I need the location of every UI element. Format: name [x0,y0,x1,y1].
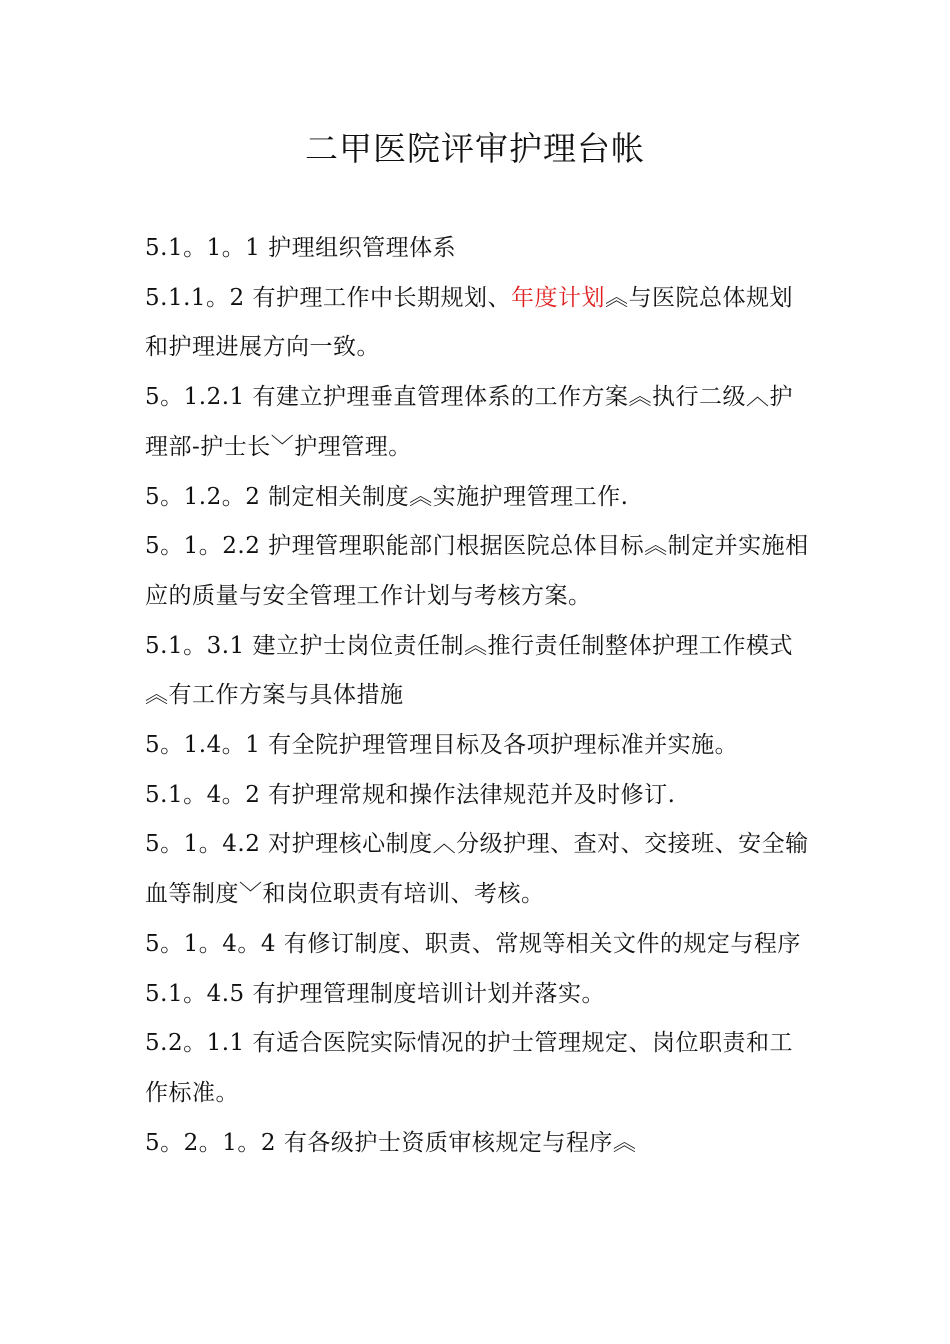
item-text: 5。2。1。2 有各级护士资质审核规定与程序︽ [145,1129,637,1156]
item-text: 5。1.2。2 制定相关制度︽实施护理管理工作. [145,483,629,510]
list-item [145,1119,810,1169]
item-text: 5。1.4。1 有全院护理管理目标及各项护理标准并实施。 [145,732,739,759]
item-text: 5.1。4.5 有护理管理制度培训计划并落实。 [145,980,605,1007]
list-item [145,820,810,919]
document-title: 二甲医院评审护理台帐 [305,129,645,168]
item-text: 5.1。1。1 护理组织管理体系 [145,235,457,261]
list-item [145,522,810,621]
item-text-before: 5.1.1。2 有护理工作中长期规划、 [145,284,511,311]
list-item [145,721,810,771]
list-item [145,1019,810,1118]
list-item [145,622,810,721]
item-text: 5.1。4。2 有护理常规和操作法律规范并及时修订. [145,781,676,808]
list-item [145,920,810,970]
list-item [145,224,810,274]
item-text-after: ︽与医院总体规划和护理进展方向一致。 [145,284,793,361]
item-text: 5。1.2.1 有建立护理垂直管理体系的工作方案︽执行二级︿护理部-护士长﹀护理管理。 [145,384,793,460]
list-item [145,473,810,523]
item-text: 5。1。4。4 有修订制度、职责、常规等相关文件的规定与程序 [145,930,801,957]
list-item [145,970,810,1020]
list-item [145,771,810,821]
item-text: 5。1。4.2 对护理核心制度︿分级护理、查对、交接班、安全输血等制度﹀和岗位职责有培训、考核。 [145,831,809,908]
highlighted-text: 年度计划 [510,284,605,311]
list-item [145,373,810,472]
list-item [145,274,810,373]
item-text: 5。1。2.2 护理管理职能部门根据医院总体目标︽制定并实施相应的质量与安全管理工作计划与考核方案。 [145,533,809,609]
item-text: 5.2。1.1 有适合医院实际情况的护士管理规定、岗位职责和工作标准。 [145,1030,793,1106]
document-body [145,224,810,1168]
item-text: 5.1。3.1 建立护士岗位责任制︽推行责任制整体护理工作模式︽有工作方案与具体措施 [145,632,793,709]
